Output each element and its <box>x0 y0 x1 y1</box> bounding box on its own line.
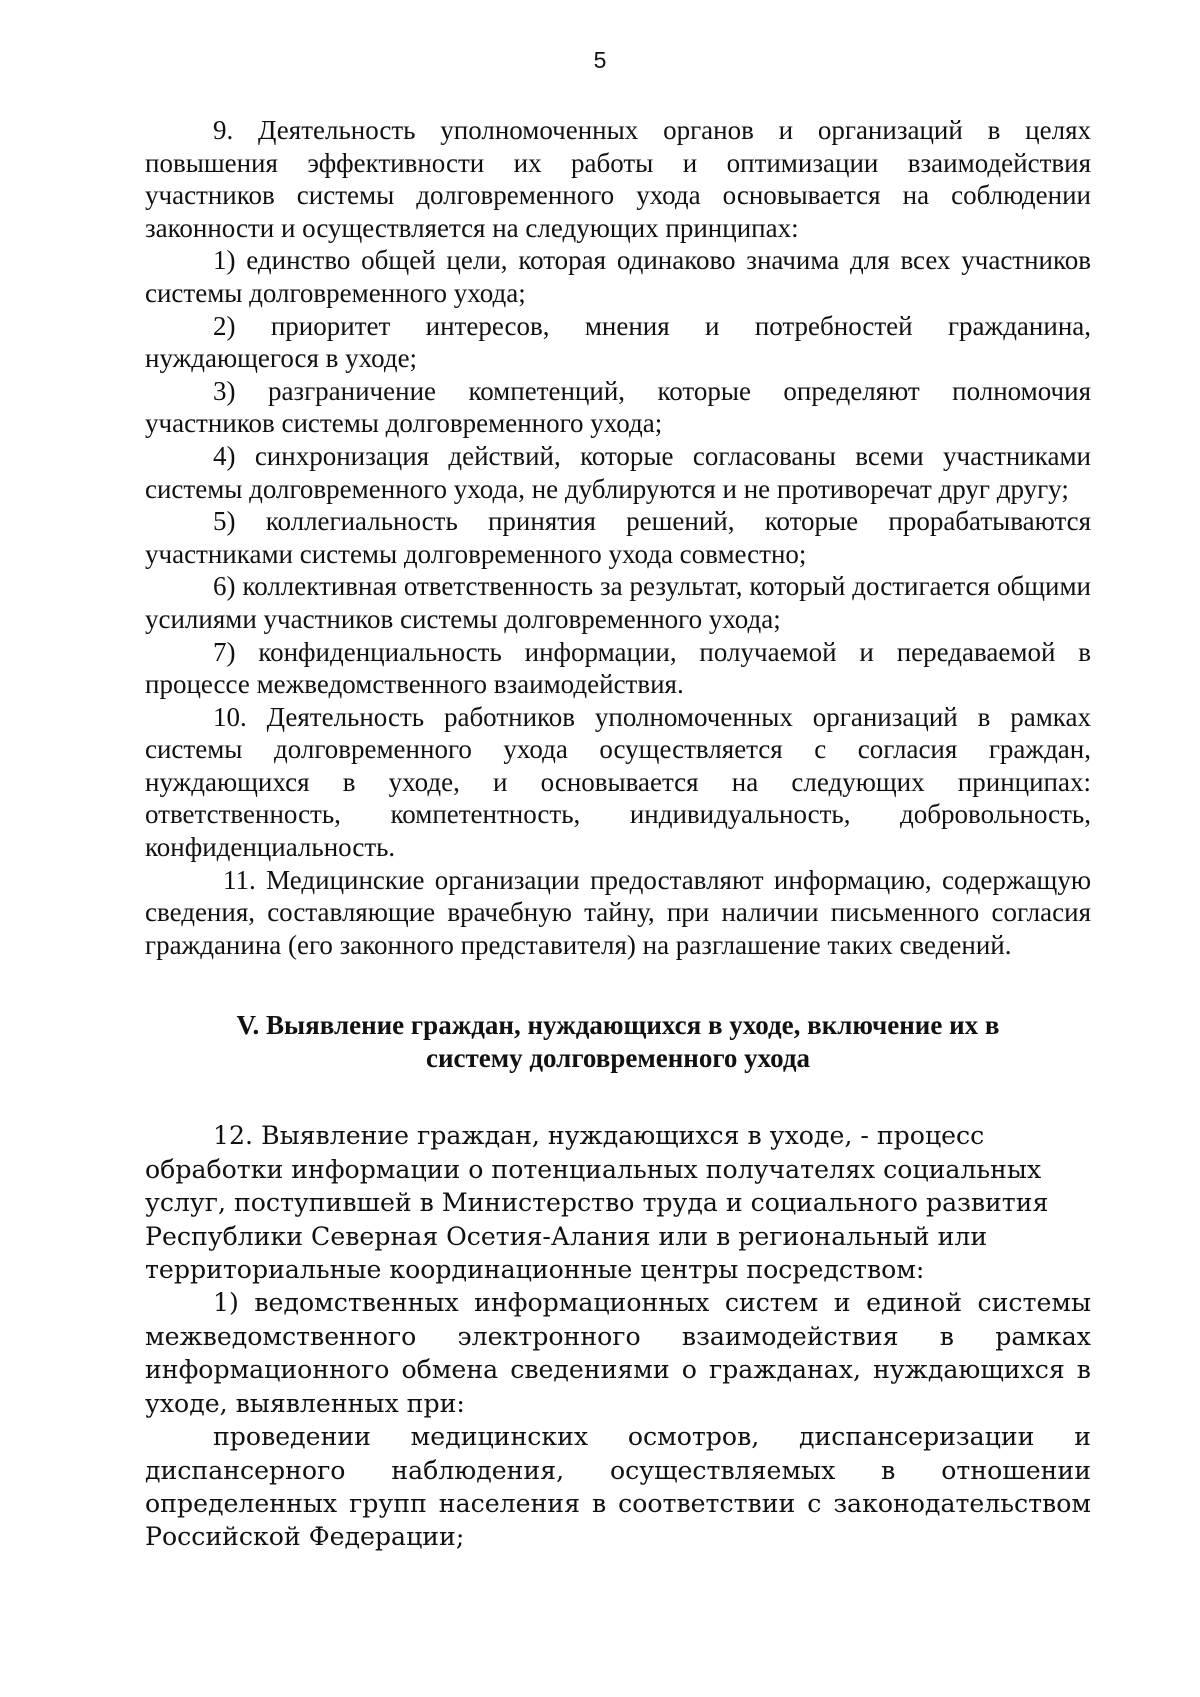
paragraph-12-intro: 12. Выявление граждан, нуждающихся в уходе, - процесс обработки информации о потенциальных получателях социальных услуг, поступившей в Министерство труда и социального развития Республики Северная Осетия-Алания или в региональный или территориальные координационные центры посредством: <box>145 1121 1049 1285</box>
page-number: 5 <box>593 47 607 73</box>
section-v-heading-line-1: V. Выявление граждан, нуждающихся в уходе, включение их в <box>236 1010 1000 1041</box>
paragraph-9-item-1: 1) единство общей цели, которая одинаково значима для всех участников системы долговременного ухода; <box>145 245 1091 308</box>
paragraph-9-item-5: 5) коллегиальность принятия решений, которые прорабатываются участниками системы долговременного ухода совместно; <box>145 506 1091 569</box>
paragraph-10: 10. Деятельность работников уполномоченных организаций в рамках системы долговременного ухода осуществляется с согласия граждан, нуждающихся в уходе, и основывается на следующих принципах: ответственность, компетентность, индивидуальность, добровольность, конфиденциальность. <box>145 701 1091 863</box>
paragraph-9-intro: 9. Деятельность уполномоченных органов и организаций в целях повышения эффективности их работы и оптимизации взаимодействия участников системы долговременного ухода основывается на соблюдении законности и осуществляется на следующих принципах: <box>145 115 1091 243</box>
paragraph-11: 11. Медицинские организации предоставляют информацию, содержащую сведения, составляющие врачебную тайну, при наличии письменного согласия гражданина (его законного представителя) на разглашение таких сведений. <box>145 864 1091 960</box>
paragraph-9-item-6: 6) коллективная ответственность за результат, который достигается общими усилиями участников системы долговременного ухода; <box>145 571 1091 634</box>
section-v-heading-line-2: систему долговременного ухода <box>425 1043 811 1074</box>
paragraph-9-item-4: 4) синхронизация действий, которые согласованы всеми участниками системы долговременного ухода, не дублируются и не противоречат друг другу; <box>145 440 1091 504</box>
document-body <box>145 114 1091 1554</box>
section-v-heading <box>145 1009 1091 1075</box>
paragraph-9-item-7: 7) конфиденциальность информации, получаемой и передаваемой в процессе межведомственного взаимодействия. <box>145 636 1091 700</box>
paragraph-12-item-1: 1) ведомственных информационных систем и единой системы межведомственного электронного взаимодействия в рамках информационного обмена сведениями о гражданах, нуждающихся в уходе, выявленных при: <box>145 1288 1091 1418</box>
paragraph-12-item-1-subitem-1: проведении медицинских осмотров, диспансеризации и диспансерного наблюдения, осуществляемых в отношении определенных групп населения в соответствии с законодательством Российской Федерации; <box>145 1422 1091 1552</box>
paragraph-9-item-2: 2) приоритет интересов, мнения и потребностей гражданина, нуждающегося в уходе; <box>145 310 1091 374</box>
paragraph-9-item-3: 3) разграничение компетенций, которые определяют полномочия участников системы долговременного ухода; <box>145 375 1091 439</box>
